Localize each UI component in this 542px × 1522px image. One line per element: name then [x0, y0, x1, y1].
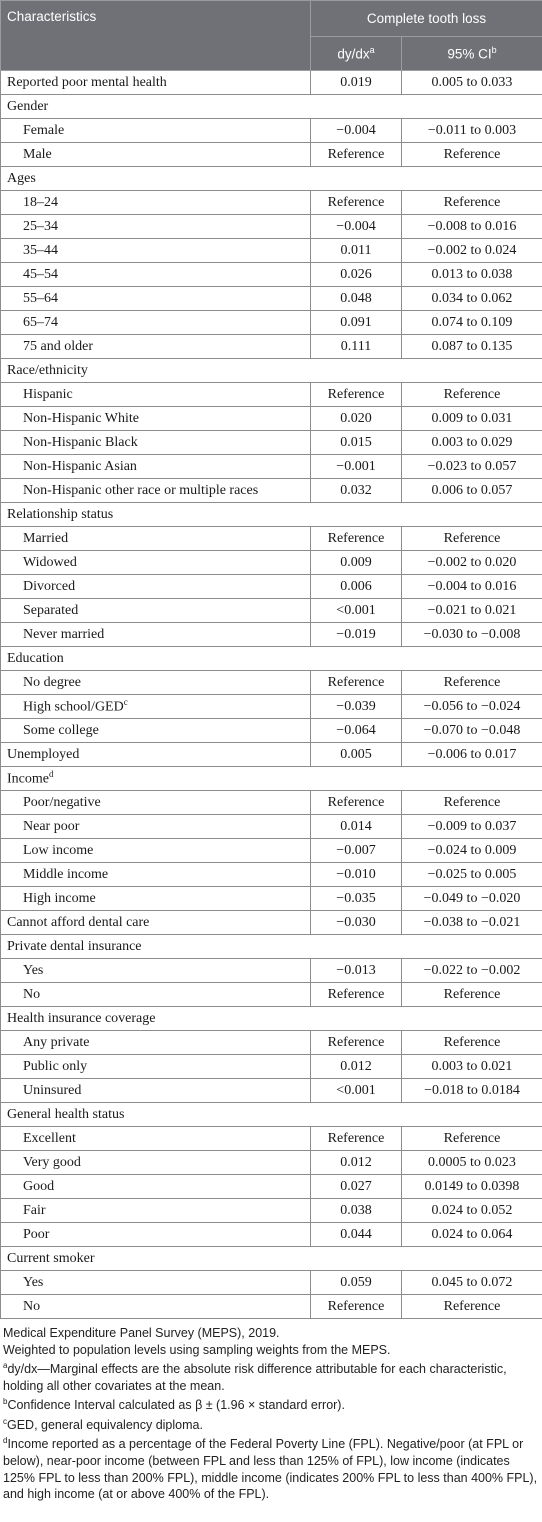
row-dydx: Reference [311, 191, 402, 215]
footnote-text: dy/dx—Marginal effects are the absolute risk difference attributable for each characteristic, holding all other covariates at the mean. [3, 1362, 507, 1393]
row-dydx: 0.012 [311, 1055, 402, 1079]
row-95-ci: −0.056 to −0.024 [402, 695, 542, 719]
row-dydx: −0.019 [311, 623, 402, 647]
table-row [1, 599, 542, 623]
table-row [1, 239, 542, 263]
row-95-ci: −0.002 to 0.020 [402, 551, 542, 575]
group-label [1, 767, 542, 791]
row-characteristic-text: No [23, 986, 41, 1002]
table-row [1, 215, 542, 239]
row-dydx: −0.010 [311, 863, 402, 887]
table-row [1, 1199, 542, 1223]
table-row [1, 959, 542, 983]
table-row [1, 815, 542, 839]
row-characteristic-text: 65–74 [23, 314, 58, 330]
group-label [1, 935, 542, 959]
table-row [1, 983, 542, 1007]
row-characteristic-text: Good [23, 1178, 55, 1194]
row-dydx: 0.038 [311, 1199, 402, 1223]
row-dydx: 0.015 [311, 431, 402, 455]
table-row [1, 1151, 542, 1175]
row-dydx: 0.009 [311, 551, 402, 575]
group-label-text: Education [7, 650, 64, 666]
row-characteristic-text: Male [23, 146, 52, 162]
table-row [1, 1223, 542, 1247]
row-characteristic [1, 719, 311, 743]
table-footnotes [0, 1319, 541, 1503]
row-95-ci: −0.021 to 0.021 [402, 599, 542, 623]
row-characteristic-text: Uninsured [23, 1082, 82, 1098]
table-row [1, 455, 542, 479]
row-characteristic [1, 383, 311, 407]
row-dydx: <0.001 [311, 1079, 402, 1103]
row-dydx: −0.004 [311, 119, 402, 143]
row-characteristic [1, 1295, 311, 1319]
row-characteristic-text: Non-Hispanic Asian [23, 458, 137, 474]
row-characteristic [1, 1199, 311, 1223]
row-95-ci: −0.022 to −0.002 [402, 959, 542, 983]
group-label [1, 647, 542, 671]
row-95-ci: −0.024 to 0.009 [402, 839, 542, 863]
row-dydx: 0.005 [311, 743, 402, 767]
table-row [1, 863, 542, 887]
table-row [1, 671, 542, 695]
table-row [1, 263, 542, 287]
footnote-text: Weighted to population levels using sampling weights from the MEPS. [3, 1342, 391, 1357]
row-95-ci: 0.009 to 0.031 [402, 407, 542, 431]
footnote-marker: b [3, 1397, 8, 1407]
group-label-text: Relationship status [7, 506, 114, 522]
row-characteristic-text: Very good [23, 1154, 81, 1170]
row-characteristic [1, 239, 311, 263]
table-row [1, 1055, 542, 1079]
row-characteristic-text: Separated [23, 602, 79, 618]
table-row [1, 911, 542, 935]
row-characteristic-text: Public only [23, 1058, 88, 1074]
group-label [1, 167, 542, 191]
row-dydx: 0.012 [311, 1151, 402, 1175]
row-characteristic [1, 959, 311, 983]
row-characteristic [1, 191, 311, 215]
footnote [3, 1325, 539, 1342]
group-row [1, 1103, 542, 1127]
row-95-ci: −0.023 to 0.057 [402, 455, 542, 479]
row-characteristic [1, 983, 311, 1007]
row-characteristic [1, 791, 311, 815]
row-95-ci: −0.008 to 0.016 [402, 215, 542, 239]
table-row [1, 383, 542, 407]
header-95-ci [402, 37, 542, 71]
row-characteristic-text: 45–54 [23, 266, 58, 282]
row-95-ci: 0.024 to 0.064 [402, 1223, 542, 1247]
table-row [1, 1127, 542, 1151]
row-characteristic [1, 1079, 311, 1103]
row-dydx: 0.020 [311, 407, 402, 431]
row-characteristic [1, 1175, 311, 1199]
row-dydx: 0.059 [311, 1271, 402, 1295]
row-characteristic [1, 119, 311, 143]
table-row [1, 1031, 542, 1055]
row-characteristic-text: 35–44 [23, 242, 58, 258]
footnote-marker: a [3, 1361, 8, 1370]
group-label-text: Ages [7, 170, 36, 186]
row-characteristic-text: No degree [23, 674, 81, 690]
group-label [1, 95, 542, 119]
table-row [1, 575, 542, 599]
row-95-ci: Reference [402, 1031, 542, 1055]
row-characteristic [1, 143, 311, 167]
row-characteristic [1, 1271, 311, 1295]
row-95-ci: −0.011 to 0.003 [402, 119, 542, 143]
group-label [1, 1247, 542, 1271]
row-characteristic-text: 75 and older [23, 338, 93, 354]
row-characteristic [1, 1031, 311, 1055]
row-95-ci: Reference [402, 383, 542, 407]
table-row [1, 719, 542, 743]
row-dydx: 0.111 [311, 335, 402, 359]
row-characteristic [1, 1127, 311, 1151]
row-dydx: Reference [311, 983, 402, 1007]
row-characteristic [1, 431, 311, 455]
row-characteristic-text: 25–34 [23, 218, 58, 234]
row-characteristic-text: No [23, 1298, 41, 1314]
row-characteristic-text: Widowed [23, 554, 77, 570]
footnote [3, 1342, 539, 1359]
row-dydx: Reference [311, 671, 402, 695]
table-row [1, 791, 542, 815]
row-characteristic [1, 527, 311, 551]
group-label-text: Income [7, 771, 49, 787]
group-row [1, 167, 542, 191]
table-row [1, 839, 542, 863]
row-95-ci: Reference [402, 1127, 542, 1151]
row-characteristic-text: Non-Hispanic Black [23, 434, 138, 450]
row-characteristic-text: Middle income [23, 866, 109, 882]
row-characteristic-text: Near poor [23, 818, 80, 834]
table-row [1, 311, 542, 335]
row-95-ci: 0.087 to 0.135 [402, 335, 542, 359]
group-label-text: General health status [7, 1106, 125, 1122]
row-95-ci: Reference [402, 791, 542, 815]
row-characteristic-text: Low income [23, 842, 94, 858]
header-dydx [311, 37, 402, 71]
row-95-ci: −0.009 to 0.037 [402, 815, 542, 839]
row-characteristic [1, 575, 311, 599]
table-row [1, 623, 542, 647]
group-label [1, 503, 542, 527]
row-characteristic-text: Hispanic [23, 386, 73, 402]
row-95-ci: 0.006 to 0.057 [402, 479, 542, 503]
table-row [1, 287, 542, 311]
row-95-ci: 0.003 to 0.021 [402, 1055, 542, 1079]
table-row [1, 527, 542, 551]
table-row [1, 1295, 542, 1319]
row-characteristic [1, 215, 311, 239]
row-dydx: Reference [311, 527, 402, 551]
row-95-ci: 0.024 to 0.052 [402, 1199, 542, 1223]
row-95-ci: Reference [402, 1295, 542, 1319]
row-dydx: Reference [311, 383, 402, 407]
row-characteristic-text: Non-Hispanic other race or multiple races [23, 482, 259, 498]
footnote-marker: c [123, 697, 128, 708]
header-dydx-footnote: a [369, 45, 375, 56]
row-95-ci: −0.070 to −0.048 [402, 719, 542, 743]
footnote-text: Income reported as a percentage of the Federal Poverty Line (FPL). Negative/poor (at FPL or below), near-poor income (between FPL and less than 125% of FPL), low income (indicates 125% FPL to less than 200% FPL), middle income (indicates 200% FPL to less than 400% FPL), and high income (at or above 400% of the FPL). [3, 1437, 538, 1502]
row-dydx: −0.035 [311, 887, 402, 911]
group-row [1, 935, 542, 959]
table-row [1, 431, 542, 455]
row-95-ci: −0.038 to −0.021 [402, 911, 542, 935]
row-characteristic-text: Poor/negative [23, 794, 101, 810]
row-characteristic-text: Never married [23, 626, 105, 642]
row-dydx: −0.030 [311, 911, 402, 935]
group-label [1, 1007, 542, 1031]
row-95-ci: 0.034 to 0.062 [402, 287, 542, 311]
group-label-text: Gender [7, 98, 49, 114]
row-95-ci: Reference [402, 671, 542, 695]
row-characteristic [1, 479, 311, 503]
row-95-ci: 0.005 to 0.033 [402, 71, 542, 95]
row-dydx: 0.032 [311, 479, 402, 503]
row-characteristic [1, 287, 311, 311]
table-row [1, 1175, 542, 1199]
row-dydx: <0.001 [311, 599, 402, 623]
row-characteristic [1, 263, 311, 287]
row-characteristic [1, 623, 311, 647]
row-characteristic-text: Female [23, 122, 65, 138]
row-characteristic [1, 335, 311, 359]
header-characteristics: Characteristics [1, 1, 311, 71]
footnote [3, 1358, 539, 1394]
header-dydx-label: dy/dx [337, 46, 370, 62]
row-characteristic [1, 743, 311, 767]
group-label [1, 359, 542, 383]
row-characteristic [1, 71, 311, 95]
row-characteristic-text: Unemployed [7, 746, 80, 762]
row-dydx: 0.011 [311, 239, 402, 263]
footnote-text: Confidence Interval calculated as β ± (1.96 × standard error). [7, 1398, 345, 1413]
row-dydx: 0.014 [311, 815, 402, 839]
row-95-ci: 0.0149 to 0.0398 [402, 1175, 542, 1199]
row-dydx: 0.026 [311, 263, 402, 287]
row-characteristic-text: Non-Hispanic White [23, 410, 139, 426]
row-characteristic [1, 311, 311, 335]
table-body [1, 71, 542, 1319]
group-label-text: Health insurance coverage [7, 1010, 156, 1026]
row-characteristic [1, 695, 311, 719]
row-dydx: −0.039 [311, 695, 402, 719]
group-row [1, 767, 542, 791]
row-characteristic [1, 455, 311, 479]
row-characteristic-text: High school/GED [23, 699, 124, 715]
table-row [1, 71, 542, 95]
row-dydx: Reference [311, 1295, 402, 1319]
row-dydx: Reference [311, 1031, 402, 1055]
header-complete-tooth-loss: Complete tooth loss [311, 1, 542, 37]
row-dydx: Reference [311, 143, 402, 167]
row-characteristic [1, 887, 311, 911]
row-dydx: 0.044 [311, 1223, 402, 1247]
table-row [1, 143, 542, 167]
header-row-1 [1, 1, 542, 37]
row-dydx: Reference [311, 791, 402, 815]
row-characteristic [1, 1055, 311, 1079]
table-row [1, 191, 542, 215]
row-characteristic-text: 18–24 [23, 194, 58, 210]
footnote-text: GED, general equivalency diploma. [7, 1417, 203, 1432]
row-dydx: −0.001 [311, 455, 402, 479]
row-95-ci: 0.074 to 0.109 [402, 311, 542, 335]
row-characteristic-text: Excellent [23, 1130, 76, 1146]
table-row [1, 887, 542, 911]
group-label [1, 1103, 542, 1127]
table-row [1, 743, 542, 767]
group-row [1, 95, 542, 119]
row-characteristic [1, 815, 311, 839]
footnote [3, 1394, 539, 1414]
row-dydx: 0.006 [311, 575, 402, 599]
footnote-marker: d [3, 1436, 8, 1446]
footnote-marker: d [48, 769, 54, 780]
table-row [1, 1079, 542, 1103]
row-dydx: 0.019 [311, 71, 402, 95]
table-row [1, 119, 542, 143]
row-95-ci: Reference [402, 527, 542, 551]
row-characteristic-text: Cannot afford dental care [7, 914, 150, 930]
footnote [3, 1433, 539, 1502]
header-ci-label: 95% CI [447, 46, 492, 62]
row-characteristic-text: Reported poor mental health [7, 74, 167, 90]
row-95-ci: Reference [402, 143, 542, 167]
row-95-ci: 0.013 to 0.038 [402, 263, 542, 287]
row-characteristic-text: Fair [23, 1202, 46, 1218]
footnote-text: Medical Expenditure Panel Survey (MEPS), 2019. [3, 1326, 280, 1340]
row-95-ci: −0.018 to 0.0184 [402, 1079, 542, 1103]
row-95-ci: 0.003 to 0.029 [402, 431, 542, 455]
row-characteristic-text: 55–64 [23, 290, 58, 306]
group-row [1, 647, 542, 671]
row-dydx: 0.091 [311, 311, 402, 335]
row-characteristic-text: Yes [23, 1274, 44, 1290]
table-row [1, 479, 542, 503]
row-95-ci: Reference [402, 191, 542, 215]
row-95-ci: −0.004 to 0.016 [402, 575, 542, 599]
row-95-ci: −0.025 to 0.005 [402, 863, 542, 887]
row-characteristic-text: Some college [23, 722, 99, 738]
row-characteristic-text: Poor [23, 1226, 50, 1242]
row-95-ci: −0.030 to −0.008 [402, 623, 542, 647]
header-ci-footnote: b [491, 45, 497, 56]
row-characteristic-text: Married [23, 530, 69, 546]
row-95-ci: Reference [402, 983, 542, 1007]
row-dydx: Reference [311, 1127, 402, 1151]
row-dydx: −0.007 [311, 839, 402, 863]
group-row [1, 1007, 542, 1031]
row-characteristic [1, 599, 311, 623]
row-95-ci: 0.0005 to 0.023 [402, 1151, 542, 1175]
row-characteristic [1, 407, 311, 431]
row-95-ci: −0.006 to 0.017 [402, 743, 542, 767]
table-row [1, 407, 542, 431]
footnote [3, 1414, 539, 1434]
footnote-marker: c [3, 1416, 7, 1426]
row-95-ci: −0.049 to −0.020 [402, 887, 542, 911]
row-dydx: −0.013 [311, 959, 402, 983]
row-characteristic [1, 911, 311, 935]
row-characteristic-text: High income [23, 890, 96, 906]
row-characteristic [1, 551, 311, 575]
group-label-text: Race/ethnicity [7, 362, 88, 378]
table-row [1, 335, 542, 359]
group-row [1, 503, 542, 527]
group-row [1, 1247, 542, 1271]
table-row [1, 1271, 542, 1295]
row-95-ci: 0.045 to 0.072 [402, 1271, 542, 1295]
row-characteristic-text: Yes [23, 962, 44, 978]
row-characteristic [1, 863, 311, 887]
group-label-text: Current smoker [7, 1250, 95, 1266]
row-characteristic [1, 839, 311, 863]
row-95-ci: −0.002 to 0.024 [402, 239, 542, 263]
row-characteristic-text: Any private [23, 1034, 90, 1050]
table-row [1, 695, 542, 719]
row-characteristic [1, 671, 311, 695]
row-characteristic-text: Divorced [23, 578, 76, 594]
group-row [1, 359, 542, 383]
table-row [1, 551, 542, 575]
row-characteristic [1, 1151, 311, 1175]
row-dydx: −0.064 [311, 719, 402, 743]
group-label-text: Private dental insurance [7, 938, 142, 954]
row-characteristic [1, 1223, 311, 1247]
row-dydx: −0.004 [311, 215, 402, 239]
row-dydx: 0.027 [311, 1175, 402, 1199]
row-dydx: 0.048 [311, 287, 402, 311]
